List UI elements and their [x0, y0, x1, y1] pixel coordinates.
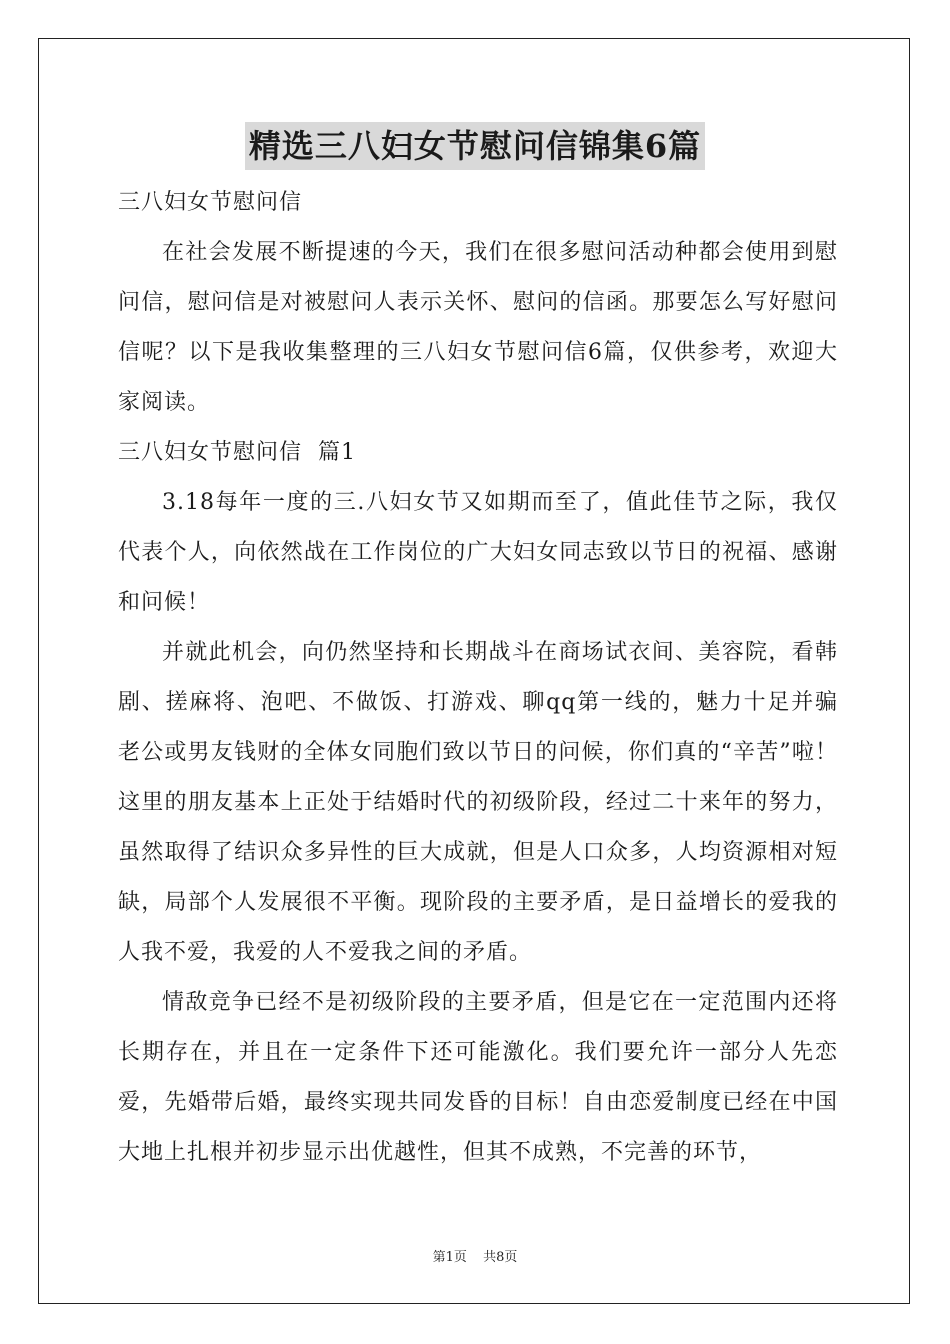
- body-paragraph: 并就此机会，向仍然坚持和长期战斗在商场试衣间、美容院，看韩剧、搓麻将、泡吧、不做饭、打游戏、聊qq第一线的，魅力十足并骗老公或男友钱财的全体女同胞们致以节日的问候，你们真的“辛苦”啦！这里的朋友基本上正处于结婚时代的初级阶段，经过二十来年的努力，虽然取得了结识众多异性的巨大成就，但是人口众多，人均资源相对短缺，局部个人发展很不平衡。现阶段的主要矛盾，是日益增长的爱我的人我不爱，我爱的人不爱我之间的矛盾。: [118, 640, 838, 965]
- section-heading: 三八妇女节慰问信 篇1: [118, 440, 356, 465]
- document-title: 精选三八妇女节慰问信锦集6篇: [245, 122, 705, 170]
- page-footer: [0, 1246, 950, 1265]
- page-number-current: 第1页: [432, 1250, 467, 1265]
- title-container: [0, 122, 950, 170]
- intro-paragraph: 在社会发展不断提速的今天，我们在很多慰问活动种都会使用到慰问信，慰问信是对被慰问人表示关怀、慰问的信函。那要怎么写好慰问信呢？以下是我收集整理的三八妇女节慰问信6篇，仅供参考，欢迎大家阅读。: [118, 240, 838, 415]
- page-number-total: 共8页: [483, 1250, 518, 1265]
- document-subtitle: 三八妇女节慰问信: [118, 190, 303, 215]
- document-body: [118, 178, 838, 1178]
- body-paragraph: 3.18每年一度的三.八妇女节又如期而至了，值此佳节之际，我仅代表个人，向依然战在工作岗位的广大妇女同志致以节日的祝福、感谢和问候！: [118, 490, 838, 615]
- body-paragraph: 情敌竞争已经不是初级阶段的主要矛盾，但是它在一定范围内还将长期存在，并且在一定条件下还可能激化。我们要允许一部分人先恋爱，先婚带后婚，最终实现共同发昏的目标！自由恋爱制度已经在中国大地上扎根并初步显示出优越性，但其不成熟，不完善的环节，: [118, 990, 838, 1165]
